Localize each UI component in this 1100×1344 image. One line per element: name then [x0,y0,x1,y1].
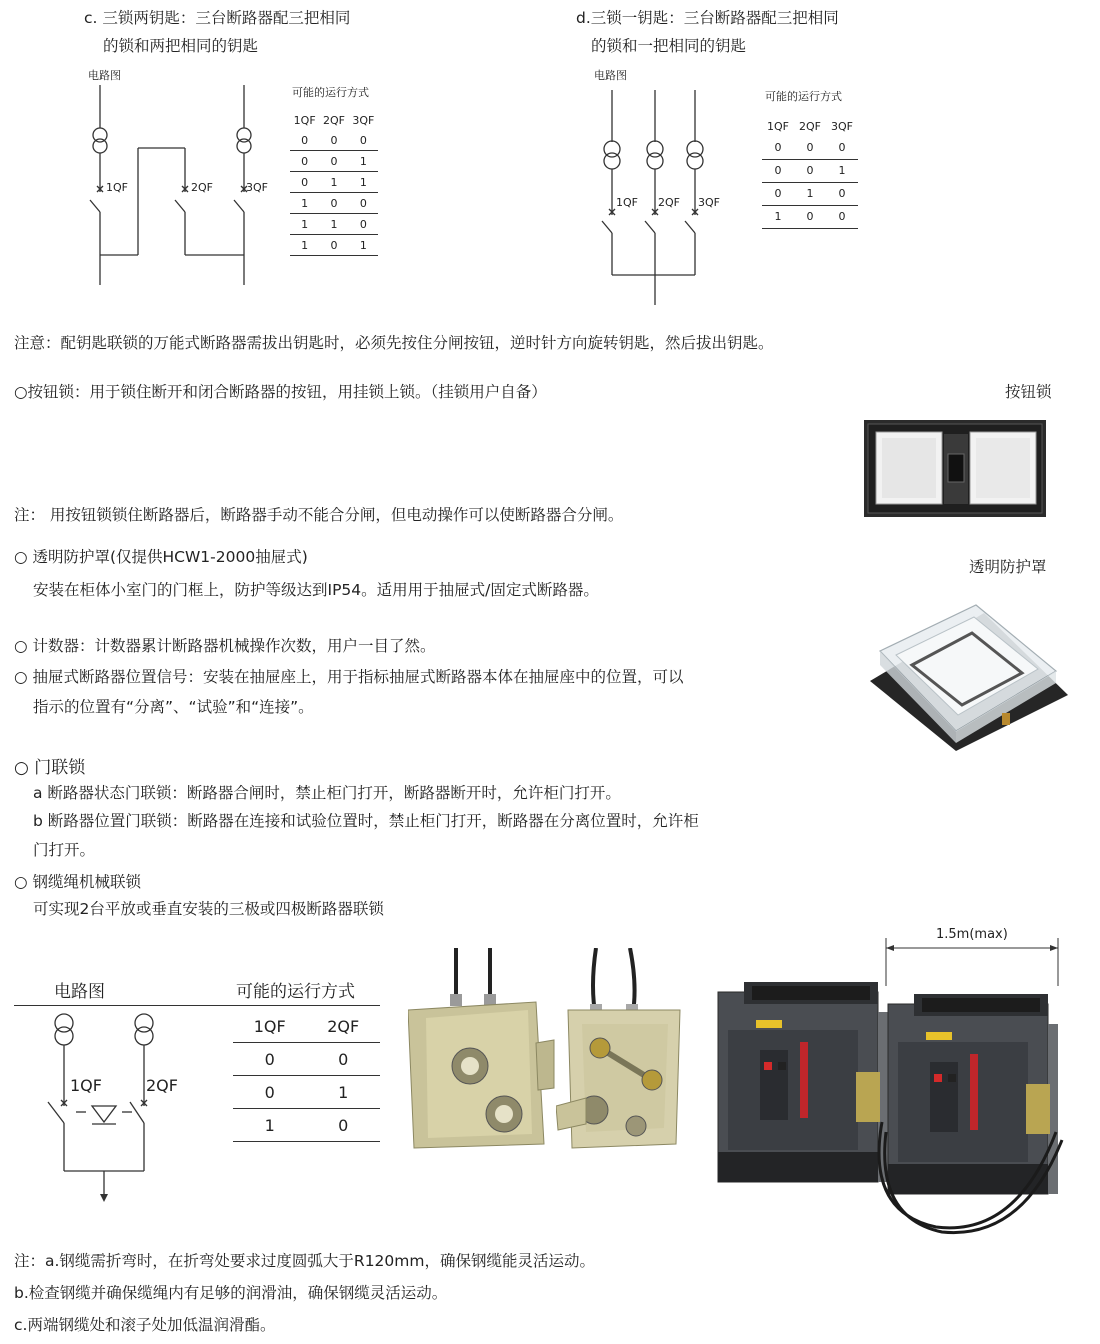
table-cell: 1 [301,238,309,252]
table-cell: 1 [338,1082,349,1102]
table-header: 1QF [293,113,316,127]
section-d-label-1qf: 1QF [616,196,638,209]
table-cell: 1 [301,196,309,210]
table-row [290,172,378,193]
table-cell: 0 [359,133,367,147]
section-c-table-title: 可能的运行方式 [292,86,369,99]
table-cell: 0 [806,164,814,177]
table-cell: 0 [774,164,782,177]
table-row [290,235,378,256]
table-cell: 0 [359,196,367,210]
table-header: 2QF [799,119,821,133]
cable-label-1qf: 1QF [70,1076,102,1095]
table-cell: 0 [338,1115,349,1135]
table-cell: 0 [330,196,338,210]
counter-text: ○ 计数器：计数器累计断路器机械操作次数，用户一目了然。 [14,637,436,655]
table-row [290,151,378,172]
section-c-circuit-label: 电路图 [88,69,121,82]
position-signal-line1: ○ 抽屉式断路器位置信号：安装在抽屉座上，用于指标抽屉式断路器本体在抽屉座中的位置，可以 [14,668,684,686]
section-c-operation-table [290,110,378,256]
table-header: 1QF [253,1016,286,1036]
section-d-table-title: 可能的运行方式 [765,90,842,103]
table-cell: 0 [264,1082,275,1102]
table-cell: 1 [330,217,338,231]
transparent-cover-photo [866,603,1071,753]
table-header: 2QF [323,113,345,127]
table-cell: 0 [301,175,309,189]
door-lock-a: a 断路器状态门联锁：断路器合闸时，禁止柜门打开，断路器断开时，允许柜门打开。 [33,784,621,802]
two-breakers-photo [716,982,1066,1240]
section-c-title-line2: 的锁和两把相同的钥匙 [103,37,259,55]
cover-description: 安装在柜体小室门的门框上，防护等级达到IP54。适用用于抽屉式/固定式断路器。 [33,581,599,599]
table-row [290,193,378,214]
table-cell: 1 [359,238,367,252]
table-row [290,130,378,151]
table-cell: 0 [806,140,814,154]
table-header: 2QF [327,1016,360,1036]
table-cell: 1 [359,154,367,168]
table-cell: 0 [774,187,782,200]
section-d-title-line1: d.三锁一钥匙：三台断路器配三把相同 [576,9,839,27]
note-key-removal: 注意：配钥匙联锁的万能式断路器需拔出钥匙时，必须先按住分闸按钮，逆时针方向旋转钥匙，然后拔出钥匙。 [14,334,774,352]
button-lock-text: ○按钮锁：用于锁住断开和闭合断路器的按钮，用挂锁上锁。（挂锁用户自备） [14,383,547,401]
table-cell: 0 [338,1049,349,1069]
section-d-circuit-diagram [590,80,720,308]
cable-bracket-photo-1 [408,948,556,1153]
table-cell: 0 [838,187,846,200]
section-d-label-2qf: 2QF [658,196,680,209]
table-cell: 0 [838,210,846,223]
distance-dimension-line [882,936,1064,986]
cable-circuit-label: 电路图 [54,982,105,1002]
bottom-note-b: b.检查钢缆并确保缆绳内有足够的润滑油，确保钢缆灵活运动。 [14,1284,448,1302]
table-header: 3QF [831,119,853,133]
section-c-label-2qf: 2QF [191,181,213,194]
button-lock-photo-label: 按钮锁 [1005,383,1052,401]
table-row [233,1109,380,1142]
table-cell: 1 [359,175,367,189]
button-lock-photo [864,420,1046,517]
table-row [233,1076,380,1109]
table-cell: 1 [264,1115,275,1135]
section-c-label-3qf: 3QF [246,181,268,194]
table-row [762,136,858,159]
table-header: 1QF [767,119,789,133]
table-cell: 0 [774,140,782,154]
button-lock-note: 注： 用按钮锁锁住断路器后，断路器手动不能合分闸，但电动操作可以使断路器合分闸。 [14,506,624,524]
table-row [762,182,858,205]
table-cell: 0 [359,217,367,231]
table-row [233,1043,380,1076]
table-cell: 0 [301,133,309,147]
table-header: 3QF [352,113,375,127]
table-cell: 0 [330,154,338,168]
cable-circuit-diagram [40,1008,170,1208]
door-lock-b-line1: b 断路器位置门联锁：断路器在连接和试验位置时，禁止柜门打开，断路器在分离位置时，允许柜 [33,812,699,830]
table-cell: 0 [838,140,846,154]
table-cell: 0 [806,210,814,223]
table-row [290,214,378,235]
table-cell: 1 [301,217,309,231]
table-cell: 1 [806,187,814,200]
cable-section-divider [14,1005,380,1006]
table-cell: 1 [774,210,782,223]
bottom-note-a: 注：a.钢缆需折弯时，在折弯处要求过度圆弧大于R120mm，确保钢缆能灵活运动。 [14,1252,595,1270]
position-signal-line2: 指示的位置有“分离”、“试验”和“连接”。 [33,698,314,716]
cover-title: ○ 透明防护罩(仅提供HCW1-2000抽屉式) [14,548,308,566]
table-cell: 1 [838,164,846,177]
table-cell: 0 [330,238,338,252]
table-row [762,205,858,228]
section-d-operation-table [762,116,858,229]
distance-label: 1.5m(max) [936,927,1008,942]
table-cell: 0 [330,133,338,147]
cable-operation-table [233,1010,380,1142]
cable-lock-title: ○ 钢缆绳机械联锁 [14,873,141,891]
cover-photo-label: 透明防护罩 [969,558,1047,576]
table-cell: 0 [301,154,309,168]
table-row [762,159,858,182]
section-d-label-3qf: 3QF [698,196,720,209]
door-lock-b-line2: 门打开。 [33,841,96,859]
table-cell: 1 [330,175,338,189]
cable-table-title: 可能的运行方式 [236,982,355,1002]
section-d-circuit-label: 电路图 [594,69,627,82]
section-d-title-line2: 的锁和一把相同的钥匙 [591,37,747,55]
cable-bracket-photo-2 [556,948,688,1153]
door-lock-title: ○ 门联锁 [14,758,86,778]
bottom-note-c: c.两端钢缆处和滚子处加低温润滑酯。 [14,1316,276,1334]
cable-label-2qf: 2QF [146,1076,178,1095]
table-cell: 0 [264,1049,275,1069]
section-c-label-1qf: 1QF [106,181,128,194]
cable-lock-description: 可实现2台平放或垂直安装的三极或四极断路器联锁 [33,900,384,918]
section-c-title-line1: c. 三锁两钥匙：三台断路器配三把相同 [84,9,351,27]
